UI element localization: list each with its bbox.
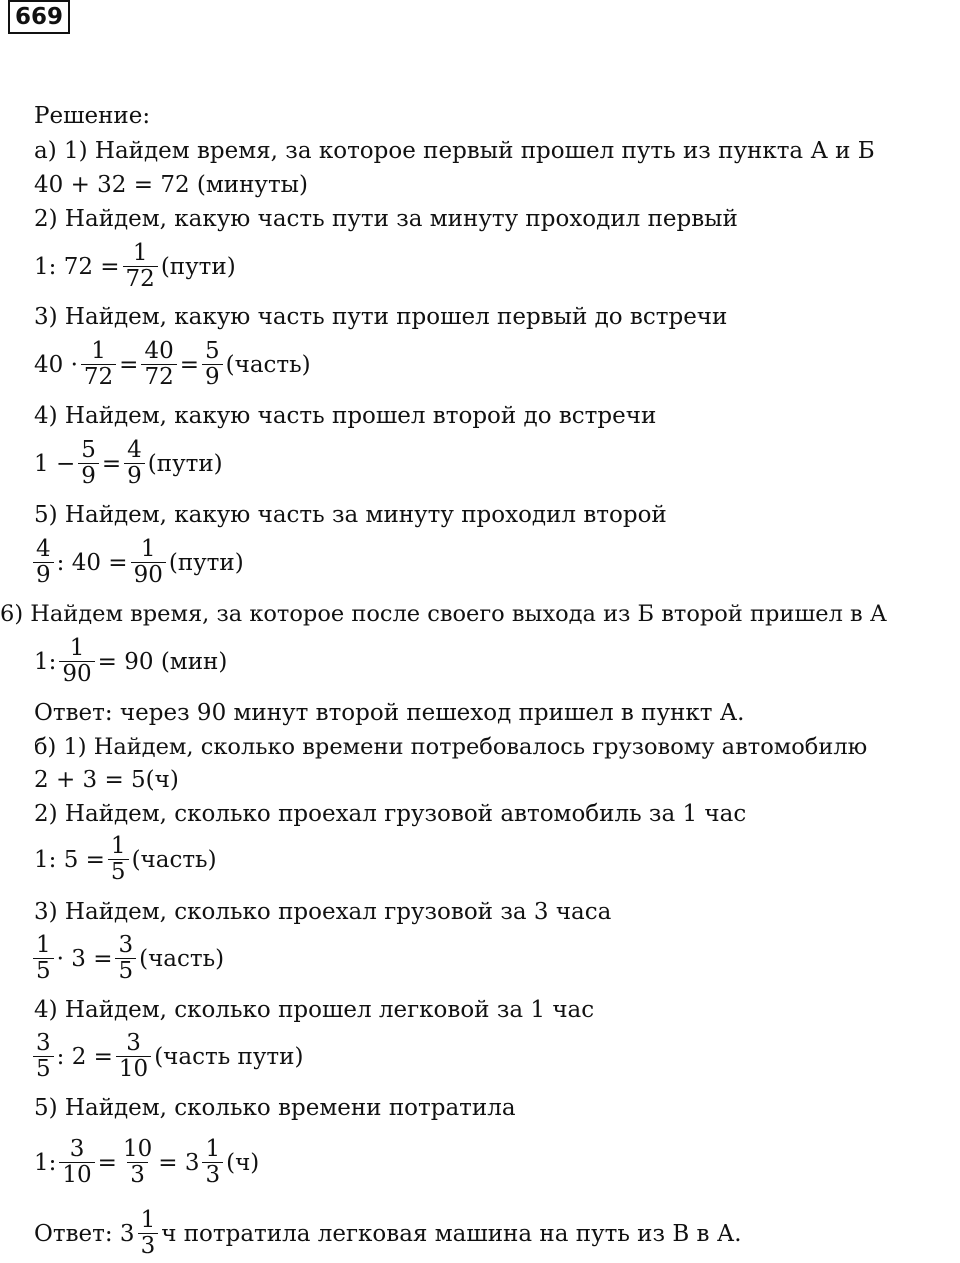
- text-line: 6) Найдем время, за которое после своего выхода из Б второй пришел в А: [0, 601, 887, 627]
- fraction: $\frac{1}{72}$: [81, 339, 116, 390]
- equation-6: 1: 5 = $\frac{1}{5}$ (часть): [34, 833, 217, 885]
- text-line: б) 1) Найдем, сколько времени потребовалось грузовому автомобилю: [34, 734, 868, 760]
- answer-line: Ответ: через 90 минут второй пешеход пришел в пункт А.: [34, 700, 745, 726]
- fraction: $\frac{10}{3}$: [122, 1136, 153, 1188]
- equation-3: 1 − $\frac{5}{9}$ = $\frac{4}{9}$ (пути): [34, 437, 223, 489]
- text-line: 2) Найдем, сколько проехал грузовой автомобиль за 1 час: [34, 801, 747, 827]
- fraction: $\frac{4}{9}$: [33, 537, 54, 588]
- text-line: 3) Найдем, какую часть пути прошел первый до встречи: [34, 304, 728, 330]
- text-line: 5) Найдем, сколько времени потратила: [34, 1095, 516, 1121]
- solution-heading: Решение:: [34, 103, 151, 129]
- equation-4: $\frac{4}{9}$ : 40 = $\frac{1}{90}$ (пути): [30, 537, 244, 588]
- text-line: 3) Найдем, сколько проехал грузовой за 3 часа: [34, 899, 612, 925]
- text-line: 5) Найдем, какую часть за минуту проходил второй: [34, 502, 667, 528]
- equation-1: 1: 72 = $\frac{1}{72}$ (пути): [34, 240, 236, 292]
- fraction: $\frac{1}{72}$: [123, 241, 158, 292]
- fraction: $\frac{3}{10}$: [116, 1031, 151, 1082]
- fraction: $\frac{1}{5}$: [108, 834, 129, 885]
- fraction: $\frac{5}{9}$: [202, 339, 223, 390]
- text-line: 2 + 3 = 5(ч): [34, 767, 179, 793]
- problem-number: 669: [8, 0, 70, 34]
- text-line: 40 + 32 = 72 (минуты): [34, 172, 308, 198]
- fraction: $\frac{1}{90}$: [59, 636, 94, 687]
- fraction: $\frac{40}{72}$: [141, 339, 176, 390]
- equation-9: 1: $\frac{3}{10}$ = $\frac{10}{3}$ = 3 $\frac{1}{3}$ (ч): [34, 1136, 260, 1188]
- text-line: а) 1) Найдем время, за которое первый прошел путь из пункта А и Б: [34, 138, 875, 164]
- fraction: $\frac{1}{3}$: [138, 1208, 159, 1259]
- text-line: 2) Найдем, какую часть пути за минуту проходил первый: [34, 206, 738, 232]
- text-line: 4) Найдем, какую часть прошел второй до встречи: [34, 403, 657, 429]
- equation-7: $\frac{1}{5}$ · 3 = $\frac{3}{5}$ (часть): [30, 933, 224, 984]
- fraction: $\frac{3}{5}$: [115, 933, 136, 984]
- fraction: $\frac{3}{5}$: [33, 1031, 54, 1082]
- fraction: $\frac{3}{10}$: [59, 1137, 94, 1188]
- text-line: 4) Найдем, сколько прошел легковой за 1 час: [34, 997, 595, 1023]
- fraction: $\frac{1}{3}$: [202, 1137, 223, 1188]
- final-answer: Ответ: 3 $\frac{1}{3}$ ч потратила легковая машина на путь из В в А.: [34, 1207, 742, 1259]
- fraction: $\frac{4}{9}$: [124, 438, 145, 489]
- equation-2: 40 · $\frac{1}{72}$ = $\frac{40}{72}$ = $\frac{5}{9}$ (часть): [34, 338, 311, 390]
- equation-8: $\frac{3}{5}$ : 2 = $\frac{3}{10}$ (часть пути): [30, 1031, 303, 1082]
- fraction: $\frac{5}{9}$: [78, 438, 99, 489]
- equation-5: 1: $\frac{1}{90}$ = 90 (мин): [34, 635, 228, 687]
- fraction: $\frac{1}{90}$: [131, 537, 166, 588]
- fraction: $\frac{1}{5}$: [33, 933, 54, 984]
